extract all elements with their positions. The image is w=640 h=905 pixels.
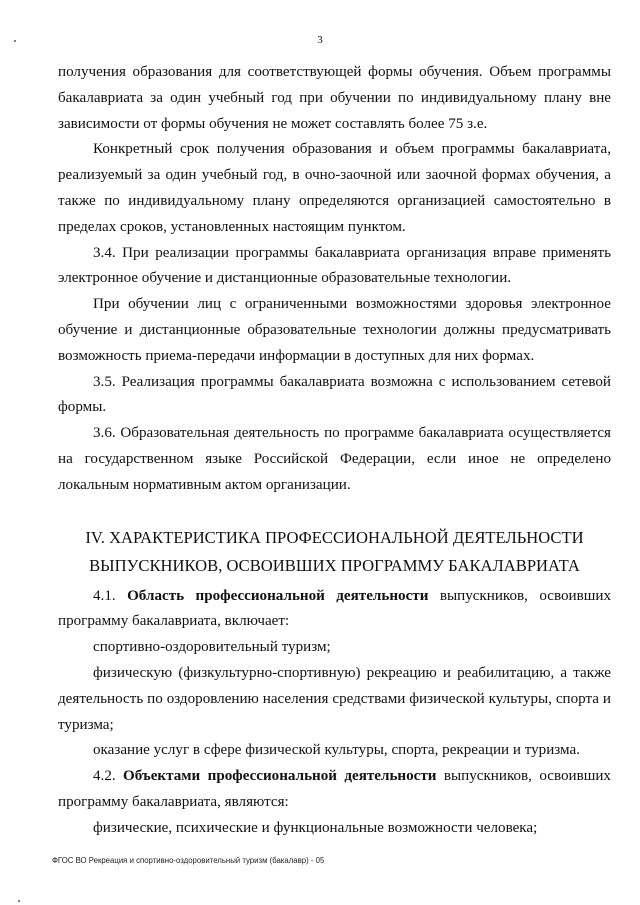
- item-4-1: [58, 584, 611, 636]
- list-item: физическую (физкультурно-спортивную) рекреацию и реабилитацию, а также деятельность по оздоровлению населения средствами физической культуры, спорта и туризма;: [58, 664, 611, 733]
- list-item: спортивно-оздоровительный туризм;: [93, 639, 331, 656]
- paragraph-3-6: 3.6. Образовательная деятельность по программе бакалавриата осуществляется на государственном языке Российской Федерации, если иное не определено локальным нормативным актом организации.: [58, 425, 611, 493]
- item-4-2: [58, 764, 611, 816]
- section-heading-line1: IV. ХАРАКТЕРИСТИКА ПРОФЕССИОНАЛЬНОЙ ДЕЯТЕЛЬНОСТИ: [85, 527, 584, 547]
- section-heading-line2: ВЫПУСКНИКОВ, ОСВОИВШИХ ПРОГРАММУ БАКАЛАВРИАТА: [89, 555, 580, 575]
- item-text: выпускников, освоивших программу бакалавриата, включает:: [58, 587, 611, 630]
- paragraph: Конкретный срок получения образования и объем программы бакалавриата, реализуемый за один учебный год, в очно-заочной или заочной формах обучения, а также по индивидуальному плану определяются организацией самостоятельно в пределах сроков, установленных настоящим пунктом.: [58, 141, 611, 235]
- item-term: Область профессиональной деятельности: [127, 587, 429, 604]
- item-number: 4.2.: [93, 768, 116, 785]
- page-number: 3: [317, 34, 323, 46]
- section-heading: [58, 524, 611, 580]
- list-item: оказание услуг в сфере физической культуры, спорта, рекреации и туризма.: [93, 742, 580, 759]
- paragraph-3-5: 3.5. Реализация программы бакалавриата возможна с использованием сетевой формы.: [58, 373, 611, 416]
- item-text: выпускников, освоивших программу бакалавриата, являются:: [58, 768, 611, 810]
- document-body: [58, 60, 611, 842]
- list-item: физические, психические и функциональные возможности человека;: [93, 819, 538, 836]
- scan-speck: [18, 900, 20, 902]
- footer-caption: ФГОС ВО Рекреация и спортивно-оздоровительный туризм (бакалавр) - 05: [52, 856, 325, 865]
- paragraph: При обучении лиц с ограниченными возможностями здоровья электронное обучение и дистанционные образовательные технологии должны предусматривать возможность приема-передачи информации в доступных для них формах.: [58, 296, 611, 364]
- item-term: Объектами профессиональной деятельности: [123, 768, 437, 785]
- item-number: 4.1.: [93, 587, 116, 604]
- paragraph-3-4: 3.4. При реализации программы бакалавриата организация вправе применять электронное обучение и дистанционные образовательные технологии.: [58, 244, 611, 287]
- paragraph: получения образования для соответствующей формы обучения. Объем программы бакалавриата за один учебный год при обучении по индивидуальному плану вне зависимости от формы обучения не может составлять более 75 з.е.: [58, 64, 611, 132]
